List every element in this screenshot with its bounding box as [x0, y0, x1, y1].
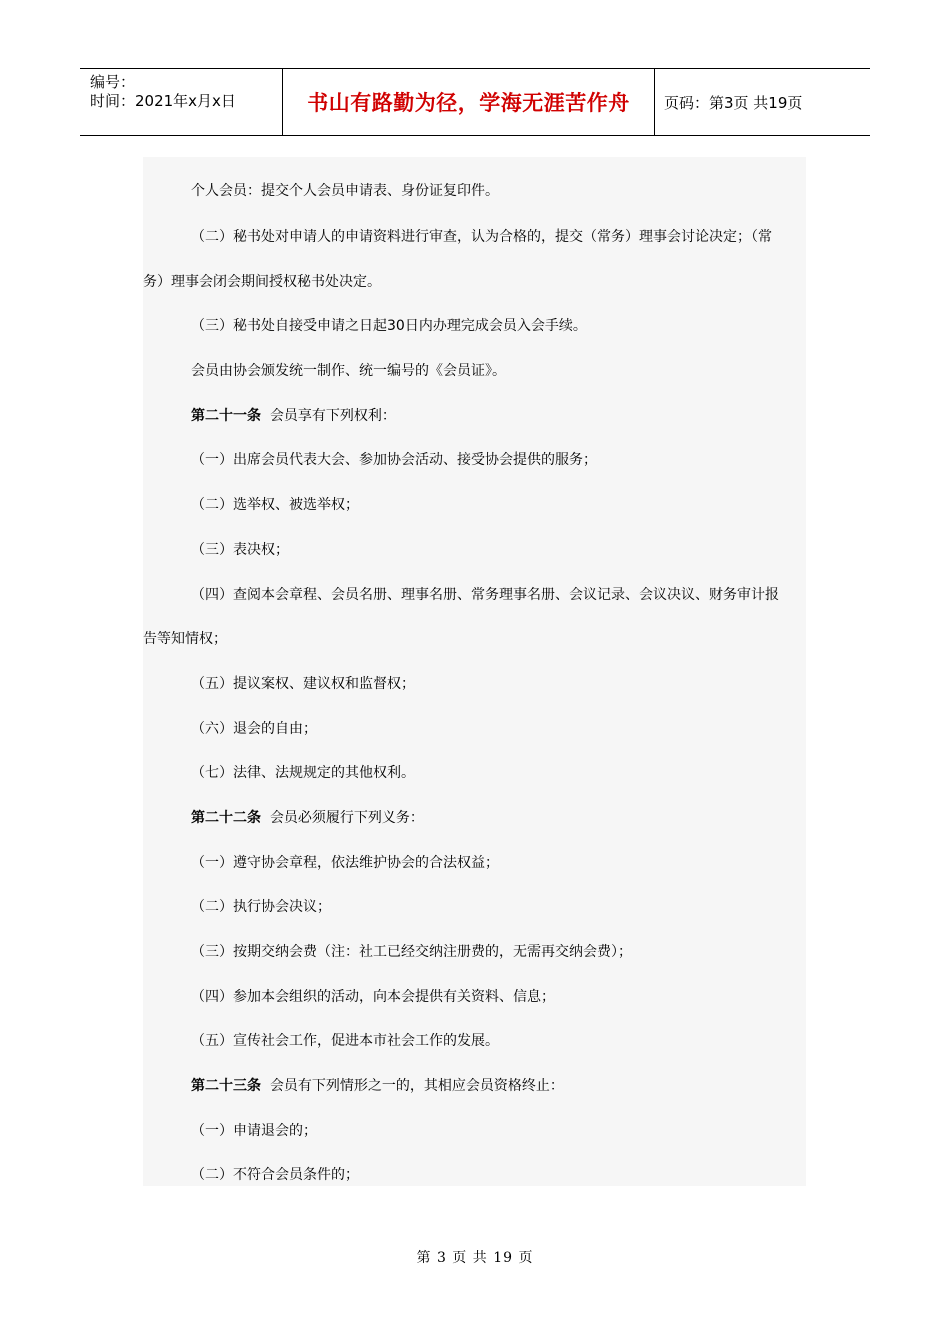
paragraph: （二）执行协会决议；: [191, 899, 331, 915]
paragraph: （五）提议案权、建议权和监督权；: [191, 676, 415, 692]
paragraph: （三）秘书处自接受申请之日起30日内办理完成会员入会手续。: [191, 318, 587, 334]
paragraph: （六）退会的自由；: [191, 721, 317, 737]
article-23: 第二十三条 会员有下列情形之一的，其相应会员资格终止：: [191, 1078, 564, 1094]
paragraph: （五）宣传社会工作，促进本市社会工作的发展。: [191, 1033, 499, 1049]
paragraph: （二）不符合会员条件的；: [191, 1167, 359, 1183]
paragraph: （一）出席会员代表大会、参加协会活动、接受协会提供的服务；: [191, 452, 597, 468]
article-21: 第二十一条 会员享有下列权利：: [191, 408, 396, 424]
paragraph: 个人会员：提交个人会员申请表、身份证复印件。: [191, 183, 499, 199]
paragraph: （四）参加本会组织的活动，向本会提供有关资料、信息；: [191, 989, 555, 1005]
paragraph: 会员由协会颁发统一制作、统一编号的《会员证》。: [191, 363, 506, 379]
document-body: [143, 157, 806, 1186]
article-heading: 第二十三条: [191, 1078, 261, 1094]
article-heading: 第二十二条: [191, 810, 261, 826]
paragraph: （四）查阅本会章程、会员名册、理事名册、常务理事名册、会议记录、会议决议、财务审计报: [191, 587, 779, 603]
motto: 书山有路勤为径，学海无涯苦作舟: [307, 90, 630, 115]
number-label: 编号：: [90, 73, 136, 91]
paragraph: （二）选举权、被选举权；: [191, 497, 359, 513]
article-heading: 第二十一条: [191, 408, 261, 424]
header-page-info: [655, 69, 870, 135]
page-header: [80, 68, 870, 136]
header-meta: [80, 69, 282, 135]
page-footer: [0, 1247, 950, 1267]
paragraph: （二）秘书处对申请人的申请资料进行审查，认为合格的，提交（常务）理事会讨论决定；（常: [191, 229, 772, 245]
footer-page-number: 第 3 页 共 19 页: [416, 1250, 534, 1266]
paragraph: （一）申请退会的；: [191, 1123, 317, 1139]
paragraph: （三）表决权；: [191, 542, 289, 558]
paragraph: （七）法律、法规规定的其他权利。: [191, 765, 415, 781]
paragraph: （一）遵守协会章程，依法维护协会的合法权益；: [191, 855, 499, 871]
header-motto-cell: [282, 69, 655, 135]
paragraph: （三）按期交纳会费（注：社工已经交纳注册费的，无需再交纳会费）；: [191, 944, 632, 960]
paragraph: 务）理事会闭会期间授权秘书处决定。: [143, 274, 381, 290]
article-22: 第二十二条 会员必须履行下列义务：: [191, 810, 424, 826]
paragraph: 告等知情权；: [143, 631, 227, 647]
time-label: 时间：2021年x月x日: [90, 92, 236, 110]
page-info: 页码：第3页 共19页: [664, 93, 803, 112]
